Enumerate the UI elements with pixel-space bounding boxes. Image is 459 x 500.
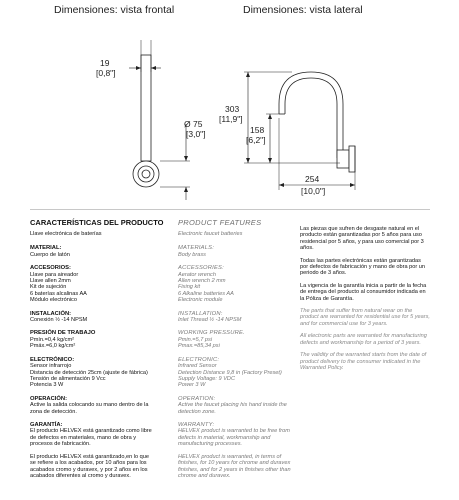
english-sections [178, 245, 294, 479]
section-line: Inlet Thread ½ -14 NPSM [178, 317, 242, 324]
feature-section [178, 265, 294, 303]
section-line: Pmin.=5,7 psi [178, 336, 213, 343]
section-line: Power 3 W [178, 382, 206, 389]
side-flange [349, 146, 355, 172]
section-line: finishes, and for 2 years in finishes other than [178, 466, 291, 473]
feature-section [30, 330, 172, 349]
section-line: Pmax.=85,34 psi [178, 343, 220, 350]
warranty-column [300, 226, 430, 377]
feature-section [178, 357, 294, 389]
feature-section [30, 422, 172, 480]
section-divider [30, 209, 430, 210]
section-line: Detection Distance 9,8 in (Factory Preset) [178, 369, 282, 376]
spanish-features-column [30, 218, 172, 487]
section-line: Módulo electrónico [30, 297, 77, 304]
side-spout-mm: 158 [250, 125, 265, 135]
section-line: Fixing kit [178, 284, 201, 291]
front-diameter-in: [3,0"] [186, 129, 206, 139]
section-line: Llave para aireador [30, 271, 79, 278]
section-line: Infrared Sensor [178, 363, 217, 370]
warranty-english [300, 308, 430, 371]
section-line: Sensor infrarrojo [30, 363, 72, 370]
section-line: chrome and duravex. [178, 473, 231, 480]
section-line: Distancia de detección 25cm (ajuste de fábrica) [30, 369, 148, 376]
section-line: Conexión ½ -14 NPSM [30, 317, 88, 324]
warranty-paragraph-english: The parts that suffer from natural wear on the product are warranted for residential use for 5 years, and for commercial use for 3 years. [300, 308, 430, 327]
feature-section [178, 245, 294, 258]
section-line: Electronic module [178, 297, 223, 304]
english-features-column [178, 218, 294, 487]
section-line: defects in material, workmanship and [178, 434, 271, 441]
section-line: El producto HELVEX está garantizado,en lo que [30, 453, 149, 460]
feature-section [30, 396, 172, 415]
feature-section [30, 357, 172, 389]
feature-section [30, 245, 172, 258]
side-reach-in: [10,0"] [301, 186, 326, 196]
section-line: 6 Alkaline batteries AA [178, 290, 234, 297]
section-line: Cuerpo de latón [30, 251, 70, 258]
section-heading: INSTALACIÓN: [30, 310, 72, 317]
section-line: detection zone. [178, 408, 216, 415]
section-line: zona de detección. [30, 408, 77, 415]
section-line: El producto HELVEX está garantizado como libre [30, 428, 152, 435]
section-line: HELVEX product is warranted, in terms of [178, 453, 282, 460]
section-heading: ACCESSORIES: [178, 265, 224, 272]
front-view-drawing [129, 40, 190, 200]
section-line: de defectos en materiales, mano de obra y [30, 434, 137, 441]
section-line: Pmín.=0,4 kg/cm² [30, 336, 74, 343]
section-line: Allen wrench 2 mm [178, 278, 226, 285]
feature-section [30, 311, 172, 324]
section-heading: WARRANTY: [178, 421, 215, 428]
warranty-spanish [300, 226, 430, 302]
front-diameter-mm: Ø 75 [184, 119, 203, 129]
warranty-paragraph: La vigencia de la garantía inicia a partir de la fecha de entrega del producto al consumidor indicada en la Póliza de Garantía. [300, 282, 427, 302]
section-heading: OPERATION: [178, 395, 216, 402]
side-base [337, 150, 349, 168]
section-line: finishes, for 10 years for chrome and duravex [178, 460, 291, 467]
side-view-title: Dimensiones: vista lateral [243, 4, 363, 16]
front-spout [141, 55, 151, 161]
spanish-title: CARACTERÍSTICAS DEL PRODUCTO [30, 218, 164, 227]
section-line: Active the faucet placing his hand inside the [178, 402, 287, 409]
section-line: 6 baterías alcalinas AA [30, 290, 87, 297]
dimension-drawings [0, 0, 459, 205]
side-spout-in: [6,2"] [246, 135, 266, 145]
section-heading: PRESIÓN DE TRABAJO [30, 330, 96, 337]
front-view-title: Dimensiones: vista frontal [54, 4, 175, 16]
section-line: Active la salida colocando su mano dentro de la [30, 402, 149, 409]
section-heading: ELECTRONIC: [178, 356, 220, 363]
side-height-in: [11,9"] [219, 114, 243, 124]
section-line: Pmáx.=6,0 kg/cm² [30, 343, 76, 350]
warranty-paragraph-english: The validity of the warranted starts from the date of product delivery to the consumer indicated in the Warranted Policy. [300, 352, 427, 371]
section-line: Supply Voltage: 9 VDC [178, 375, 236, 382]
section-line: Potencia 3 W [30, 382, 64, 389]
warranty-paragraph: Las piezas que sufren de desgaste natural en el producto están garantizadas por 5 años para uso residencial por 5 años, y para uso comercial por 3 años. [300, 226, 424, 252]
front-width-mm: 19 [100, 58, 110, 68]
english-title: PRODUCT FEATURES [178, 218, 262, 227]
side-reach-mm: 254 [305, 174, 320, 184]
section-line: Llave allen 2mm [30, 278, 71, 285]
side-gooseneck-inner [285, 78, 337, 158]
section-heading: INSTALLATION: [178, 310, 223, 317]
warranty-paragraph-english: All electronic parts are warranted for manufacturing defects and workmanship for a period of 3 years. [300, 333, 427, 346]
side-gooseneck-outer [279, 72, 343, 158]
section-line: HELVEX product is warranted to be free from [178, 428, 290, 435]
section-line: se refiere a los acabados, por 10 años para los [30, 460, 147, 467]
section-line: acabados diferentes al cromo y duravex. [30, 473, 131, 480]
spanish-intro: Llave electrónica de baterías [30, 231, 102, 237]
section-heading: WORKING PRESSURE. [178, 330, 245, 337]
section-heading: MATERIAL: [30, 245, 62, 252]
feature-section [178, 330, 294, 349]
section-heading: ACCESORIOS: [30, 265, 71, 272]
section-heading: OPERACIÓN: [30, 395, 68, 402]
side-height-mm: 303 [225, 104, 240, 114]
section-line: Tensión de alimentación 9 Vcc [30, 375, 106, 382]
section-line: Kit de sujeción [30, 284, 67, 291]
spanish-sections [30, 245, 172, 479]
english-intro: Electronic faucet batteries [178, 231, 243, 237]
warranty-paragraph: Todas las partes electrónicas están garantizadas por defectos de fabricación y mano de obra por un periodo de 3 años. [300, 257, 426, 277]
feature-section [178, 396, 294, 415]
feature-section [30, 265, 172, 303]
section-line: acabados cromo y duravex, y por 2 años en los [30, 466, 148, 473]
front-width-in: [0,8"] [96, 68, 116, 78]
section-line: procesos de fabricación. [30, 441, 91, 448]
feature-section [178, 422, 294, 480]
section-line: Body brass [178, 251, 206, 258]
section-heading: GARANTÍA: [30, 421, 63, 428]
section-line: Aerator wrench [178, 271, 216, 278]
section-heading: ELECTRÓNICO: [30, 356, 75, 363]
feature-section [178, 311, 294, 324]
section-heading: MATERIALS: [178, 245, 215, 252]
section-line: manufacturing processes. [178, 441, 243, 448]
